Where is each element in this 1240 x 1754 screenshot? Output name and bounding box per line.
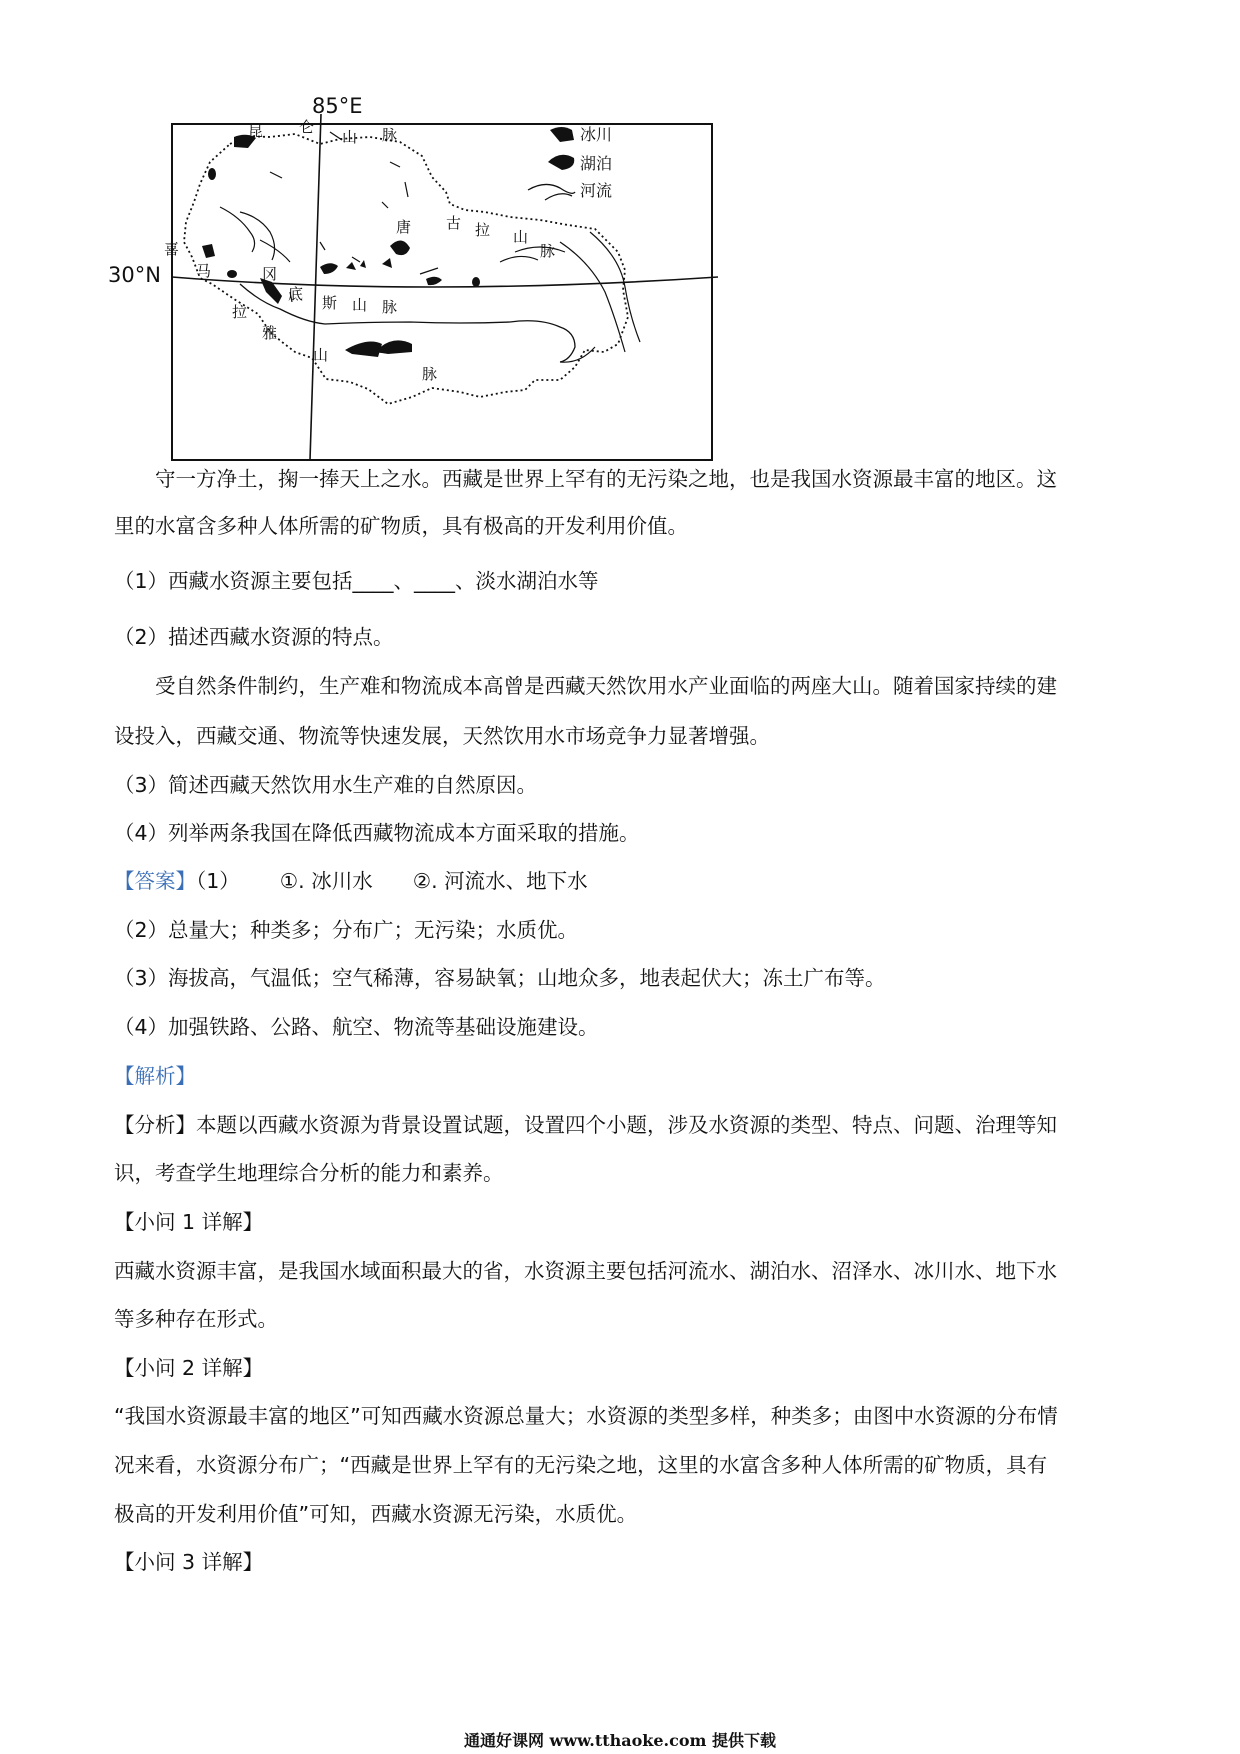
legend-lake-swatch — [548, 155, 574, 170]
stroke-1 — [270, 172, 282, 178]
tanggula-char-2: 古 — [446, 214, 462, 232]
sub1-line-1: 西藏水资源丰富，是我国水域面积最大的省，水资源主要包括河流水、湖泊水、沼泽水、冰川水、地下水 — [114, 1259, 1057, 1283]
answer-1-row — [114, 866, 1124, 896]
sub2-heading: 【小问 2 详解】 — [114, 1356, 264, 1380]
river-east-4 — [500, 256, 538, 262]
tanggula-char-5: 脉 — [540, 242, 556, 260]
kunlun-char-3: 山 — [342, 128, 358, 146]
question-3: （3）简述西藏天然饮用水生产难的自然原因。 — [114, 773, 538, 797]
stroke-6 — [320, 242, 325, 250]
legend-lake-label: 湖泊 — [580, 154, 613, 173]
stroke-5 — [330, 132, 342, 140]
gangdise-char-1: 冈 — [262, 265, 278, 283]
kunlun-char-2: 仑 — [299, 118, 315, 136]
lake-8 — [472, 277, 480, 287]
para2-line-2: 设投入，西藏交通、物流等快速发展，天然饮用水市场竞争力显著增强。 — [114, 724, 770, 748]
lake-2 — [227, 270, 237, 278]
legend-glacier-label: 冰川 — [580, 125, 613, 144]
analysis-line-2: 识，考查学生地理综合分析的能力和素养。 — [114, 1161, 504, 1185]
page-footer: 通通好课网 www.tthaoke.com 提供下载 — [463, 1731, 777, 1750]
lake-3 — [320, 263, 338, 274]
river-east-2 — [560, 242, 625, 352]
question-4: （4）列举两条我国在降低西藏物流成本方面采取的措施。 — [114, 821, 640, 845]
lake-nam-co — [390, 240, 410, 255]
meridian-85e — [310, 114, 321, 460]
question-2: （2）描述西藏水资源的特点。 — [114, 625, 394, 649]
glacier-west — [202, 244, 215, 258]
question-1: （1）西藏水资源主要包括____、____、淡水湖泊水等 — [114, 569, 599, 593]
jiexi-tag: 【解析】 — [114, 1064, 196, 1088]
answer-1-a: ①. 冰川水 — [279, 869, 373, 893]
lake-5 — [360, 260, 366, 268]
legend-glacier-swatch — [550, 127, 574, 142]
gangdise-char-4: 山 — [352, 296, 368, 314]
river-west-2 — [240, 212, 275, 260]
himalaya-char-5: 山 — [313, 346, 329, 364]
himalaya-char-3: 拉 — [232, 303, 248, 321]
tibet-boundary — [184, 134, 628, 404]
sub1-heading: 【小问 1 详解】 — [114, 1210, 264, 1234]
lake-1 — [208, 168, 216, 180]
para2-line-1: 受自然条件制约，生产难和物流成本高曾是西藏天然饮用水产业面临的两座大山。随着国家持续的建 — [155, 674, 1057, 698]
himalaya-char-2: 马 — [196, 262, 212, 280]
tanggula-char-1: 唐 — [396, 218, 412, 236]
river-west-1 — [220, 207, 255, 252]
answer-2: （2）总量大；种类多；分布广；无污染；水质优。 — [114, 918, 579, 942]
sub3-heading: 【小问 3 详解】 — [114, 1550, 264, 1574]
meridian-label: 85°E — [312, 94, 363, 118]
map-frame — [172, 124, 712, 460]
kunlun-char-4: 脉 — [382, 126, 398, 144]
stroke-4 — [382, 202, 388, 208]
legend-river-label: 河流 — [580, 181, 613, 200]
himalaya-char-6: 脉 — [422, 365, 438, 383]
lake-7 — [426, 277, 442, 285]
glacier-himalaya-1 — [345, 342, 382, 357]
answer-3: （3）海拔高，气温低；空气稀薄，容易缺氧；山地众多，地表起伏大；冻土广布等。 — [114, 966, 886, 990]
lake-6 — [382, 258, 392, 268]
river-east-1 — [590, 232, 640, 342]
gangdise-char-3: 斯 — [322, 294, 338, 312]
intro-line-1: 守一方净土，掬一捧天上之水。西藏是世界上罕有的无污染之地，也是我国水资源最丰富的地区。这 — [155, 467, 1057, 491]
sub1-line-2: 等多种存在形式。 — [114, 1307, 278, 1331]
intro-line-2: 里的水富含多种人体所需的矿物质，具有极高的开发利用价值。 — [114, 514, 688, 538]
analysis-line-1: 【分析】本题以西藏水资源为背景设置试题，设置四个小题，涉及水资源的类型、特点、问题、治理等知 — [114, 1113, 1057, 1137]
sub2-line-2: 况来看，水资源分布广；“西藏是世界上罕有的无污染之地，这里的水富含多种人体所需的矿物质，具有 — [114, 1453, 1048, 1477]
tanggula-char-3: 拉 — [475, 221, 491, 239]
parallel-30n — [172, 277, 718, 287]
stroke-2 — [390, 162, 400, 167]
lake-4 — [346, 262, 356, 270]
answer-1-b: ②. 河流水、地下水 — [412, 869, 588, 893]
himalaya-char-4: 雅 — [262, 324, 278, 342]
parallel-label: 30°N — [108, 263, 161, 287]
answer-4: （4）加强铁路、公路、航空、物流等基础设施建设。 — [114, 1015, 599, 1039]
legend-river-swatch — [528, 184, 575, 193]
tanggula-char-4: 山 — [513, 228, 529, 246]
gangdise-char-2: 底 — [288, 285, 304, 303]
glacier-himalaya-2 — [375, 340, 412, 354]
stroke-7 — [352, 257, 360, 262]
tibet-map — [108, 92, 730, 464]
stroke-9 — [420, 268, 438, 274]
himalaya-char-1: 喜 — [164, 240, 180, 258]
gangdise-char-5: 脉 — [382, 298, 398, 316]
answer-1-num: （1） — [196, 869, 240, 893]
tibet-map-svg — [108, 92, 730, 464]
answer-tag: 【答案】 — [114, 869, 196, 893]
stroke-3 — [405, 182, 408, 197]
sub2-line-1: “我国水资源最丰富的地区”可知西藏水资源总量大；水资源的类型多样，种类多；由图中水资源的分布情 — [114, 1404, 1058, 1428]
kunlun-char-1: 昆 — [248, 122, 264, 140]
sub2-line-3: 极高的开发利用价值”可知，西藏水资源无污染，水质优。 — [114, 1502, 638, 1526]
